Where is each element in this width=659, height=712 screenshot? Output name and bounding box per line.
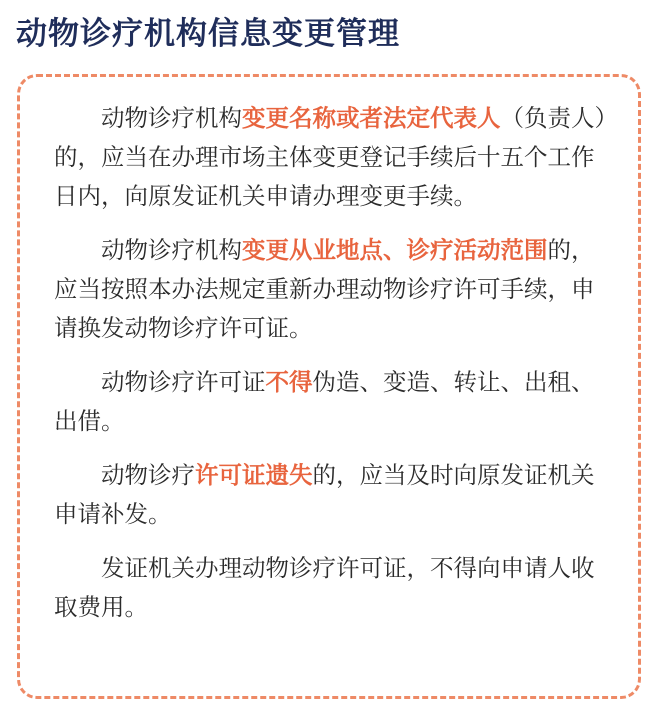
paragraph-text: 的，应当及时向原发证机关申请补发。 (54, 461, 595, 528)
paragraph-text: 动物诊疗 (101, 461, 195, 489)
highlight-text: 不得 (265, 368, 313, 396)
info-card (17, 74, 641, 699)
paragraph-text: （负责人）的，应当在办理市场主体变更登记手续后十五个工作日内，向原发证机关申请办理变更手续。 (54, 104, 607, 210)
paragraph-location-change (54, 231, 610, 348)
page-title: 动物诊疗机构信息变更管理 (16, 16, 400, 52)
paragraph-license-lost (54, 456, 610, 534)
paragraph-text: 动物诊疗机构 (101, 104, 242, 132)
highlight-text: 变更从业地点、诊疗活动范围 (242, 236, 548, 264)
paragraph-text: 动物诊疗许可证 (101, 368, 266, 396)
paragraph-text: 伪造、变造、转让、出租、出借。 (54, 368, 595, 435)
paragraph-no-fee (54, 549, 610, 627)
paragraph-name-change (54, 99, 610, 216)
paragraph-text: 的，应当按照本办法规定重新办理动物诊疗许可手续，申请换发动物诊疗许可证。 (54, 236, 595, 342)
paragraph-text: 发证机关办理动物诊疗许可证，不得向申请人收取费用。 (54, 554, 595, 621)
highlight-text: 变更名称或者法定代表人 (242, 104, 501, 132)
paragraph-text: 动物诊疗机构 (101, 236, 242, 264)
highlight-text: 许可证遗失 (195, 461, 313, 489)
paragraph-license-prohibition (54, 363, 610, 441)
